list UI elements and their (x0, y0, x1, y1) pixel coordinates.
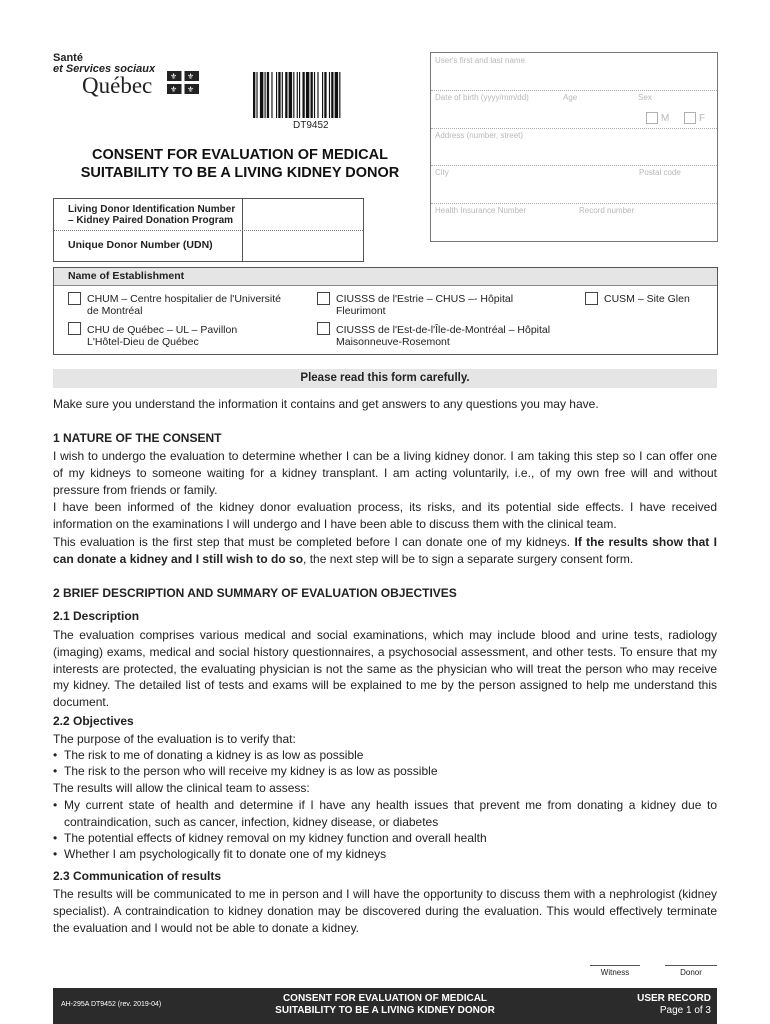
chu-quebec-label-line2: L'Hôtel-Dieu de Québec (87, 336, 199, 348)
page-title (52, 147, 428, 182)
witness-signature-line[interactable] (590, 965, 640, 966)
user-name-label: User's first and last name (435, 56, 526, 65)
dob-label: Date of birth (yyyy/mm/dd) (435, 93, 529, 102)
sex-f-label: F (699, 113, 706, 124)
section1-p3 (53, 534, 717, 568)
cusm-checkbox[interactable] (585, 292, 598, 305)
chum-checkbox[interactable] (68, 292, 81, 305)
donor-signature-line[interactable] (665, 965, 717, 966)
age-label: Age (563, 93, 578, 102)
record-number-label: Record number (579, 206, 635, 215)
patient-identification-box (430, 52, 718, 242)
donor-label: Donor (680, 968, 702, 977)
ldid-field[interactable] (243, 199, 363, 230)
establishment-box (53, 267, 718, 355)
ciusss-est-checkbox[interactable] (317, 322, 330, 335)
title-line1: CONSENT FOR EVALUATION OF MEDICAL (92, 147, 388, 163)
assess-bullet-3-text: Whether I am psychologically fit to donate one of my kidneys (64, 847, 387, 861)
cusm-label: CUSM – Site Glen (604, 293, 690, 305)
donor-id-box (53, 198, 364, 262)
objective-bullet-1-text: The risk to me of donating a kidney is as low as possible (64, 748, 364, 762)
objectives-intro: The purpose of the evaluation is to verify that: (53, 732, 296, 746)
assess-intro: The results will allow the clinical team to assess: (53, 781, 310, 795)
ciusss-est-label-line1: CIUSSS de l'Est-de-l'Île-de-Montréal – Hôpital (336, 324, 551, 336)
logo-quebec: Québec (82, 73, 153, 98)
ldid-label (68, 204, 235, 226)
intro-text: Make sure you understand the information it contains and get answers to any questions you may have. (53, 397, 599, 411)
chum-label-line2: de Montréal (87, 305, 143, 317)
assess-bullet-1-text: My current state of health and determine if I have any health issues that prevent me from donating a kidney due to contraindication, such as cancer, infection, kidney disease, or diabetes (64, 798, 717, 829)
sex-f-checkbox[interactable] (684, 112, 696, 124)
svg-text:⚜: ⚜ (170, 72, 178, 81)
section2-3-heading: 2.3 Communication of results (53, 869, 222, 883)
section1-p3-end: , the next step will be to sign a separate surgery consent form. (303, 551, 634, 566)
ciusss-est-label (336, 324, 586, 348)
svg-text:⚜: ⚜ (187, 72, 195, 81)
sex-m-checkbox[interactable] (646, 112, 658, 124)
section2-1-text: The evaluation comprises various medical and social examinations, which may include blood and urine tests, radiology (imaging) exams, medical and social history questionnaires, a psychosocial assessment, and other tests. To ensure that my interests are protected, the evaluating physician is not the same as the physician who will treat the person who may receive my kidney. The detailed list of tests and exams will be explained to me by the person assigned to help me understand this document. (53, 628, 717, 710)
chu-quebec-label-line1: CHU de Québec – UL – Pavillon (87, 324, 238, 336)
ldid-label-line1: Living Donor Identification Number (68, 204, 236, 215)
barcode-code: DT9452 (293, 120, 329, 131)
chu-quebec-label (87, 324, 317, 348)
form-code: AH-295A DT9452 (rev. 2019-04) (61, 1001, 162, 1008)
svg-text:⚜: ⚜ (187, 85, 195, 94)
assess-bullet-3: • Whether I am psychologically fit to donate one of my kidneys (53, 846, 717, 863)
objective-bullet-1: • The risk to me of donating a kidney is as low as possible (53, 747, 717, 764)
footer-title-line2: SUITABILITY TO BE A LIVING KIDNEY DONOR (275, 1005, 495, 1016)
section2-2-heading: 2.2 Objectives (53, 714, 134, 728)
logo-services: et Services sociaux (53, 63, 156, 75)
footer-record (637, 993, 711, 1017)
section1-p2: I have been informed of the kidney donor evaluation process, its risks, and its potential side effects. I have received information on the examinations I will undergo and I have been able to discuss them with the clinical team. (53, 500, 717, 531)
ciusss-estrie-label-line2: Fleurimont (336, 305, 386, 317)
ciusss-estrie-label-line1: CIUSSS de l'Estrie – CHUS –- Hôpital (336, 293, 514, 305)
udn-label: Unique Donor Number (UDN) (68, 239, 213, 251)
section1-p3-start: This evaluation is the first step that must be completed before I can donate one of my kidneys. (53, 535, 575, 549)
ldid-label-line2: – Kidney Paired Donation Program (68, 215, 234, 226)
health-insurance-label: Health Insurance Number (435, 206, 527, 215)
footer-title-line1: CONSENT FOR EVALUATION OF MEDICAL (282, 993, 488, 1004)
chu-quebec-checkbox[interactable] (68, 322, 81, 335)
page-number: Page 1 of 3 (659, 1005, 711, 1016)
page-footer (53, 988, 717, 1024)
chum-label-line1: CHUM – Centre hospitalier de l'Université (87, 293, 281, 305)
establishment-heading: Name of Establishment (68, 270, 185, 282)
svg-text:⚜: ⚜ (170, 85, 178, 94)
section2-3-text: The results will be communicated to me in person and I will have the opportunity to discuss them with a nephrologist (kidney specialist). A contraindication to kidney donation may be discovered during the evaluation. This would effectively terminate the evaluation and I would not be able to donate a kidney. (53, 887, 717, 935)
user-record-label: USER RECORD (637, 993, 711, 1004)
assess-bullet-2-text: The potential effects of kidney removal on my kidney function and overall health (64, 831, 487, 845)
footer-title (243, 993, 527, 1017)
please-read-banner: Please read this form carefully. (53, 369, 717, 388)
sex-label: Sex (638, 93, 652, 102)
title-line2: SUITABILITY TO BE A LIVING KIDNEY DONOR (80, 164, 400, 181)
udn-field[interactable] (243, 231, 363, 261)
ciusss-estrie-label (336, 293, 566, 317)
chum-label (87, 293, 317, 317)
assess-bullet-1: • My current state of health and determine if I have any health issues that prevent me from donating a kidney due to contraindication, such as cancer, infection, kidney disease, or diabetes (53, 798, 717, 829)
logo-sante: Santé (53, 52, 83, 64)
city-label: City (435, 168, 449, 177)
section1-p3-bold: If the results show that I can donate a kidney and I still wish to do so (53, 535, 717, 566)
ciusss-estrie-checkbox[interactable] (317, 292, 330, 305)
assess-bullet-2: • The potential effects of kidney removal on my kidney function and overall health (53, 830, 717, 847)
section2-heading: 2 BRIEF DESCRIPTION AND SUMMARY OF EVALUATION OBJECTIVES (53, 586, 457, 600)
ciusss-est-label-line2: Maisonneuve-Rosemont (336, 336, 450, 348)
address-label: Address (number, street) (435, 131, 524, 140)
witness-label: Witness (600, 968, 630, 977)
section1-heading: 1 NATURE OF THE CONSENT (53, 431, 222, 445)
objective-bullet-2: • The risk to the person who will receive my kidney is as low as possible (53, 763, 717, 780)
objective-bullet-2-text: The risk to the person who will receive my kidney is as low as possible (64, 764, 438, 778)
postal-code-label: Postal code (639, 168, 681, 177)
quebec-flag-icon (167, 71, 199, 94)
section2-1-heading: 2.1 Description (53, 609, 140, 623)
barcode-icon (253, 72, 371, 118)
sex-m-label: M (661, 113, 670, 124)
section1-p1: I wish to undergo the evaluation to determine whether I can be a living kidney donor. I am taking this step so I can offer one of my kidneys to someone waiting for a kidney transplant. I am acting voluntarily, i.e., of my own free will and without pressure from friends or family. (53, 449, 717, 497)
